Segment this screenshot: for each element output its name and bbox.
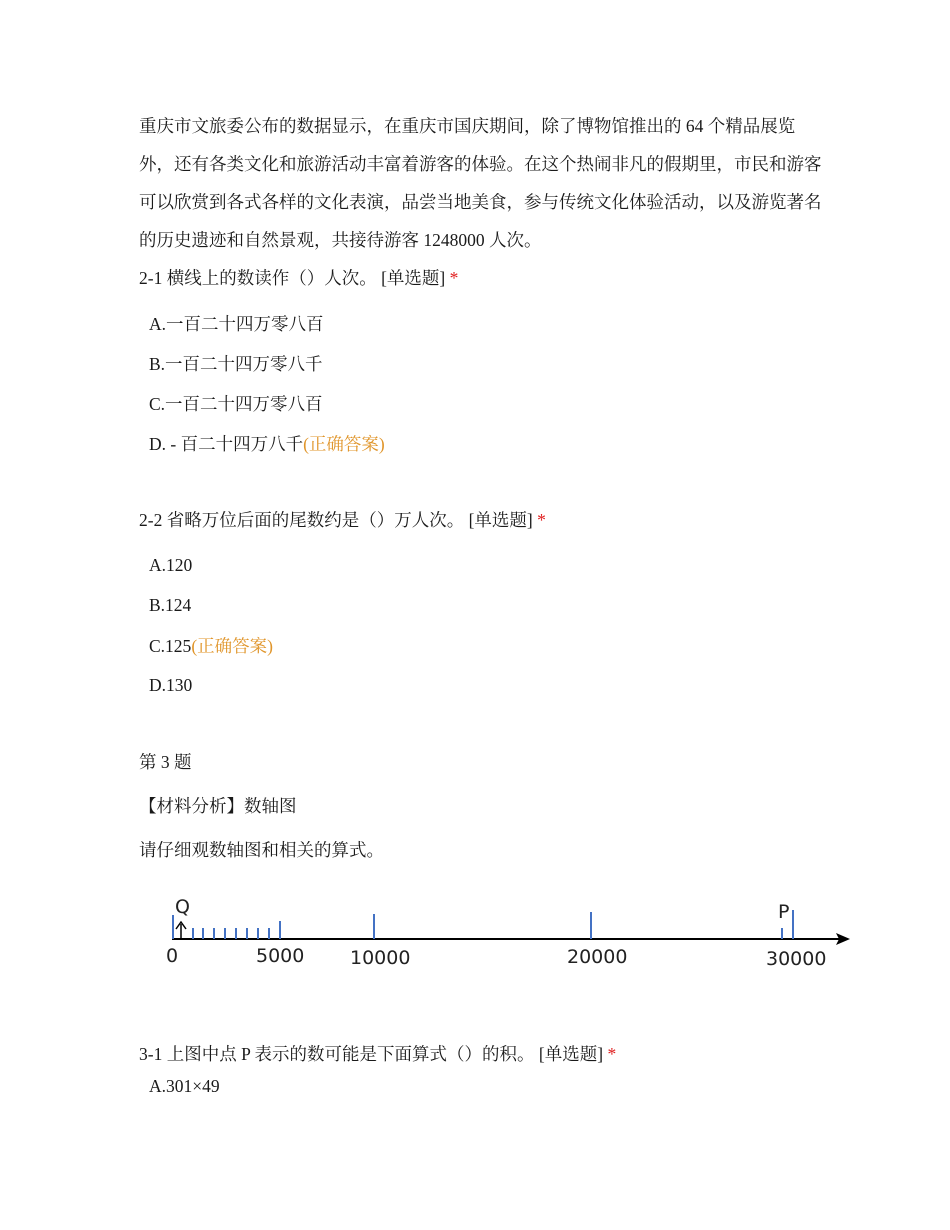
option-3-1-a[interactable]: A.301×49 [149,1076,220,1096]
option-2-1-c[interactable]: C.一百二十四万零八百 [149,394,323,414]
correct-answer-tag: (正确答案) [191,636,273,656]
section-3-heading: 第 3 题 [139,752,192,772]
passage-text: 重庆市文旅委公布的数据显示，在重庆市国庆期间，除了博物馆推出的 64 个精品展览外，还有各类文化和旅游活动丰富着游客的体验。在这个热闹非凡的假期里，市民和游客可以欣赏到各式各样的文化表演，品尝当地美食，参与传统文化体验活动，以及游览著名的历史遗迹和自然景观，共接待游客 1248000 人次。 [139,116,822,250]
option-2-2-a[interactable]: A.120 [149,555,193,575]
question-prompt: 3-1 上图中点 P 表示的数可能是下面算式（）的积。 [单选题] [139,1044,608,1064]
question-2-1 [139,267,458,289]
required-mark: * [607,1044,617,1064]
axis-label-0: 0 [166,945,179,967]
point-q-label: Q [175,896,190,918]
option-label: D. - 百二十四万八千 [149,434,304,454]
option-2-2-b[interactable]: B.124 [149,595,192,615]
section-3-instruction: 请仔细观数轴图和相关的算式。 [139,840,384,860]
question-2-2 [139,509,546,531]
question-prompt: 2-1 横线上的数读作（）人次。 [单选题] [139,268,450,288]
option-label: C.125 [149,636,192,656]
axis-label-20000: 20000 [567,946,628,968]
option-2-2-d[interactable]: D.130 [149,675,193,695]
question-prompt: 2-2 省略万位后面的尾数约是（）万人次。 [单选题] [139,510,538,530]
number-line-figure [160,888,860,978]
option-2-1-d[interactable] [149,433,385,455]
section-3-subtitle: 【材料分析】数轴图 [139,796,297,816]
point-p-label: P [778,901,790,923]
option-2-1-b[interactable]: B.一百二十四万零八千 [149,354,323,374]
axis-label-5000: 5000 [256,945,305,967]
correct-answer-tag: (正确答案) [303,434,385,454]
question-3-1 [139,1043,616,1065]
required-mark: * [449,268,459,288]
axis-label-10000: 10000 [350,947,411,969]
option-2-2-c[interactable] [149,635,273,657]
axis-label-30000: 30000 [766,948,827,970]
required-mark: * [537,510,546,530]
option-2-1-a[interactable]: A.一百二十四万零八百 [149,314,324,334]
